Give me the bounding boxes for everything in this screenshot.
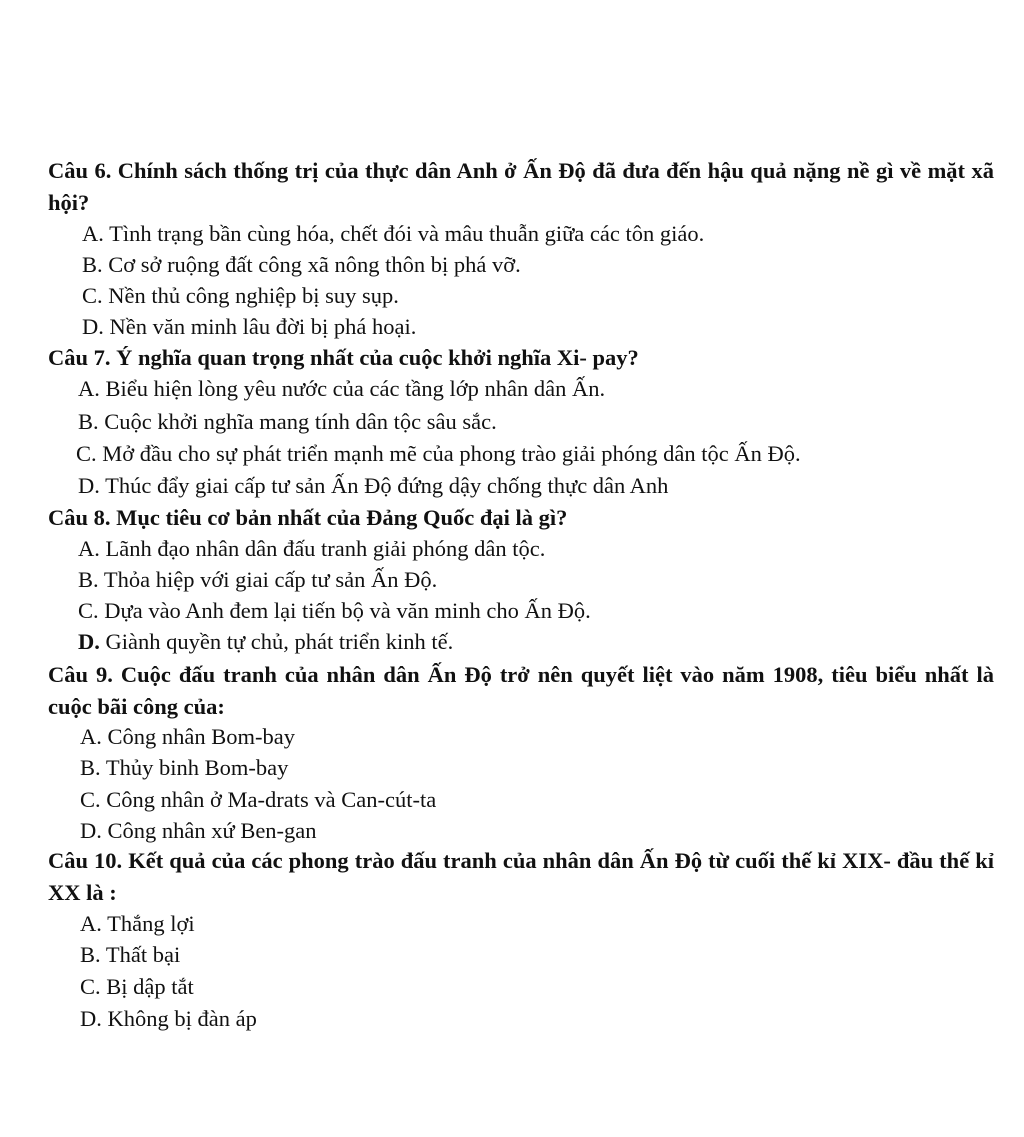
question-9-option-c: C. Công nhân ở Ma-drats và Can-cút-ta bbox=[80, 787, 437, 812]
question-10-option-a: A. Thắng lợi bbox=[80, 911, 195, 936]
question-8-option-d-letter: D. bbox=[78, 629, 100, 654]
question-6-option-c: C. Nền thủ công nghiệp bị suy sụp. bbox=[82, 283, 399, 308]
question-7-option-c: C. Mở đầu cho sự phát triển mạnh mẽ của phong trào giải phóng dân tộc Ấn Độ. bbox=[76, 441, 801, 466]
question-8-option-c: C. Dựa vào Anh đem lại tiến bộ và văn minh cho Ấn Độ. bbox=[78, 598, 591, 623]
question-6-title: Câu 6. Chính sách thống trị của thực dân Anh ở Ấn Độ đã đưa đến hậu quả nặng nề gì về mặt xã hội? bbox=[48, 158, 994, 215]
question-10-option-d: D. Không bị đàn áp bbox=[80, 1006, 257, 1031]
question-7-option-b: B. Cuộc khởi nghĩa mang tính dân tộc sâu sắc. bbox=[78, 409, 497, 434]
question-8-title: Câu 8. Mục tiêu cơ bản nhất của Đảng Quốc đại là gì? bbox=[48, 505, 568, 530]
question-8-option-b: B. Thỏa hiệp với giai cấp tư sản Ấn Độ. bbox=[78, 567, 438, 592]
question-6-option-d: D. Nền văn minh lâu đời bị phá hoại. bbox=[82, 314, 417, 339]
question-9-option-a: A. Công nhân Bom-bay bbox=[80, 724, 295, 749]
question-8-option-d-text: Giành quyền tự chủ, phát triển kinh tế. bbox=[105, 629, 454, 654]
question-9-title: Câu 9. Cuộc đấu tranh của nhân dân Ấn Độ trở nên quyết liệt vào năm 1908, tiêu biểu nhất là cuộc bãi công của: bbox=[48, 662, 994, 719]
question-9-option-d: D. Công nhân xứ Ben-gan bbox=[80, 818, 317, 843]
question-7-option-d: D. Thúc đẩy giai cấp tư sản Ấn Độ đứng dậy chống thực dân Anh bbox=[78, 473, 669, 498]
question-10-option-b: B. Thất bại bbox=[80, 942, 181, 967]
question-7-title: Câu 7. Ý nghĩa quan trọng nhất của cuộc khởi nghĩa Xi- pay? bbox=[48, 345, 639, 370]
question-6-option-a: A. Tình trạng bần cùng hóa, chết đói và mâu thuẫn giữa các tôn giáo. bbox=[82, 221, 705, 246]
question-8-option-a: A. Lãnh đạo nhân dân đấu tranh giải phóng dân tộc. bbox=[78, 536, 546, 561]
question-10-option-c: C. Bị dập tắt bbox=[80, 974, 194, 999]
question-10-title: Câu 10. Kết quả của các phong trào đấu tranh của nhân dân Ấn Độ từ cuối thế kỉ XIX- đầu thế kỉ XX là : bbox=[48, 848, 994, 905]
question-6-option-b: B. Cơ sở ruộng đất công xã nông thôn bị phá vỡ. bbox=[82, 252, 521, 277]
question-8-option-d bbox=[78, 628, 453, 656]
question-7-option-a: A. Biểu hiện lòng yêu nước của các tầng lớp nhân dân Ấn. bbox=[78, 376, 606, 401]
question-9-option-b: B. Thủy binh Bom-bay bbox=[80, 755, 289, 780]
